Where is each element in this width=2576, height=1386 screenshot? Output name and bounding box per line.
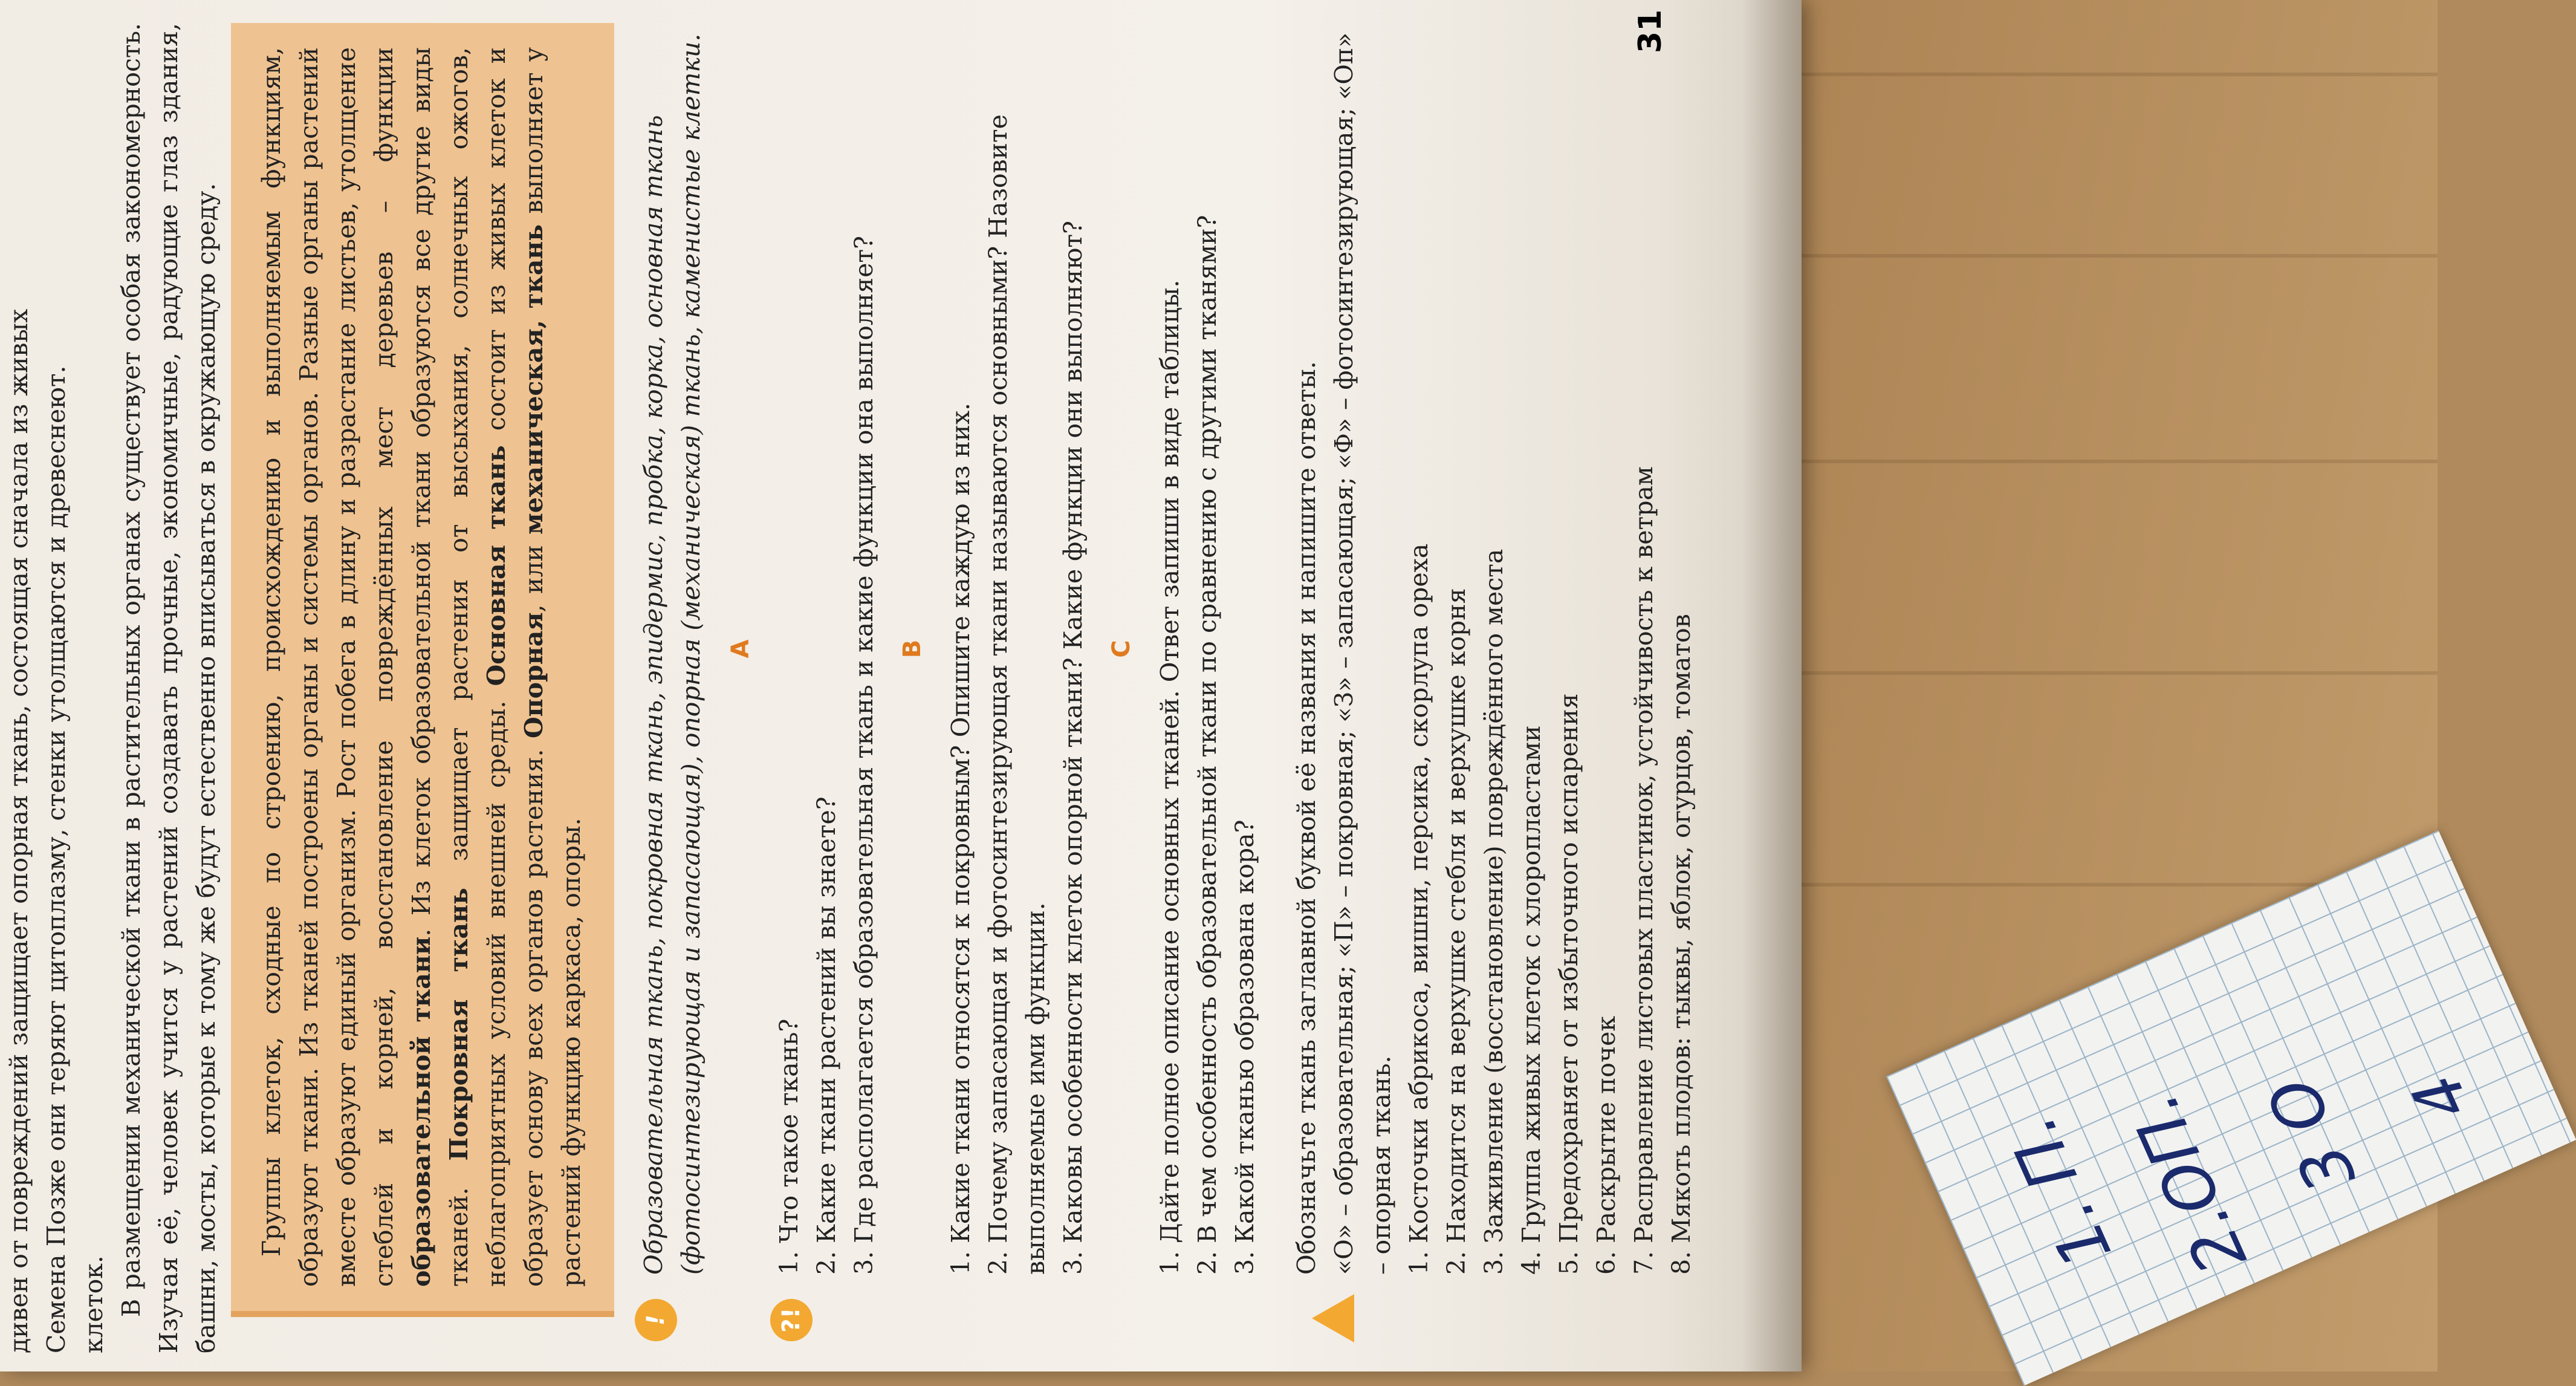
intro-fragment-2: Семена Позже они теряют цитоплазму, стенки утолщаются и древеснеют.	[42, 365, 71, 1353]
question-b3: 3. Каковы особенности клеток опорной ткани? Какие функции они выполняют?	[1059, 220, 1088, 1275]
level-b-label: В	[898, 639, 926, 659]
question-a3: 3. Где располагается образовательная ткань и какие функции она выполняет?	[849, 235, 878, 1275]
handwritten-answer-2: 2.ОП.	[2115, 1082, 2262, 1285]
key-terms: ! Образовательная ткань, покровная ткань, эпидермис, пробка, корка, основная ткань (фотосинтезирующая и запасающая), опорная (механическая) ткань, каменистые клетки.	[635, 23, 710, 1353]
task-item-8: 8. Мякоть плодов: тыквы, яблок, огурцов, томатов	[1667, 614, 1696, 1275]
task-item-1: 1. Косточки абрикоса, вишни, персика, скорлупа ореха	[1404, 543, 1433, 1275]
task-triangle-icon	[1312, 1294, 1354, 1342]
question-a1: 1. Что такое ткань?	[774, 1018, 803, 1275]
handwritten-answer-1: 1. П.	[1992, 1105, 2127, 1279]
task-intro: Обозначьте ткань заглавной буквой её названия и напишите ответы.	[1292, 361, 1321, 1275]
question-a2: 2. Какие ткани растений вы знаете?	[812, 796, 841, 1275]
exclamation-icon: !	[635, 1299, 677, 1341]
intro-paragraph: В размещении механической ткани в растительных органах существует особая закономерность. Изучая её, человек учится у растений создавать прочные, экономичные, радующие глаз здания, башни, мосты, которые к тому же будут естественно вписываться в окружающую среду.	[117, 23, 221, 1353]
definition-text: Группы клеток, сходные по строению, происхождению и выполняемым функциям, образуют ткани. Из тканей построены органы и системы органов. Разные органы растений вместе образуют единый организм. Рост побега в длину и разрастание листьев, утолщение стеблей и корней, восстановление повреждённых мест деревьев – функции образовательной ткани. Из клеток образовательной ткани образуются все другие виды тканей. Покровная ткань защищает растения от высыхания, солнечных ожогов, неблагоприятных условий внешней среды. Основная ткань состоит из живых клеток и образует основу всех органов растения. Опорная, или механическая, ткань выполняет у растений функцию каркаса, опоры.	[257, 47, 586, 1287]
handwritten-answer-4: 4	[2396, 1062, 2485, 1133]
level-a-label: А	[727, 639, 754, 659]
intro-fragment-3: клеток.	[79, 1255, 108, 1353]
questions-section	[722, 23, 1264, 1353]
question-c3: 3. Какой тканью образована кора?	[1230, 819, 1259, 1275]
page-edge-shadow	[1741, 0, 1802, 1371]
question-b2: 2. Почему запасающая и фотосинтезирующая ткани называются основными? Назовите выполняемые ими функции.	[984, 114, 1050, 1275]
level-c-label: С	[1108, 640, 1135, 658]
question-icon: ?!	[770, 1299, 813, 1341]
task-item-4: 4. Группа живых клеток с хлоропластами	[1517, 725, 1546, 1275]
task-section	[1288, 23, 1700, 1353]
task-legend: «О» – образовательная; «П» – покровная; «З» – запасающая; «Ф» – фотосинтезирующая; «Оп» – опорная ткань.	[1329, 32, 1396, 1275]
question-c1: 1. Дайте полное описание основных тканей. Ответ запиши в виде таблицы.	[1155, 279, 1184, 1275]
task-item-5: 5. Предохраняет от избыточного испарения	[1554, 693, 1583, 1275]
task-item-3: 3. Заживление (восстановление) повреждённого места	[1479, 548, 1508, 1275]
definition-box	[231, 23, 614, 1317]
task-item-6: 6. Раскрытие почек	[1592, 1016, 1621, 1275]
task-item-2: 2. Находится на верхушке стебля и верхушке корня	[1442, 588, 1471, 1275]
intro-fragment-1: дивен от повреждений защищает опорная ткань, состоящая сначала из живых	[4, 308, 33, 1353]
question-c2: 2. В чем особенность образовательной ткани по сравнению с другими тканями?	[1193, 215, 1222, 1275]
question-b1: 1. Какие ткани относятся к покровным? Опишите каждую из них.	[946, 402, 975, 1275]
handwritten-answer-3: 3 О	[2253, 1066, 2371, 1203]
page-number: 31	[1632, 9, 1669, 53]
task-item-7: 7. Расправление листовых пластинок, устойчивость к ветрам	[1629, 466, 1658, 1275]
